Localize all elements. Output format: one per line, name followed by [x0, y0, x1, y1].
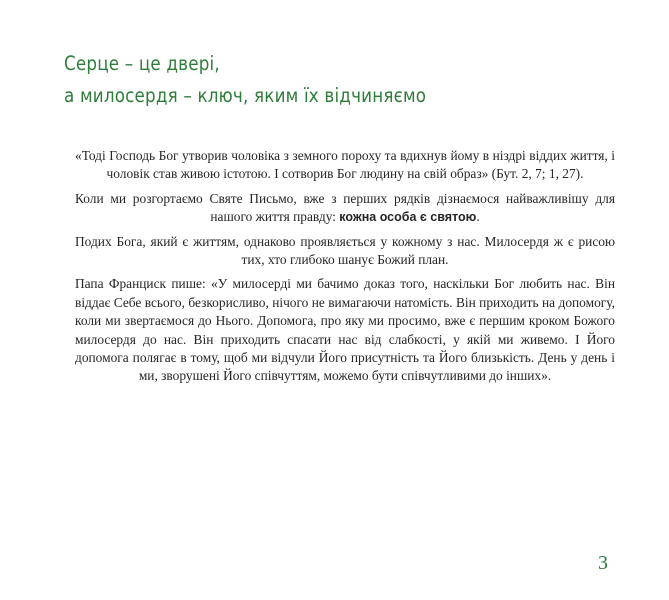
emphasized-phrase: кожна особа є святою — [339, 210, 477, 225]
paragraph-scripture-text: Коли ми розгортаємо Святе Письмо, вже з перших рядків дізнаємося найважливішу для нашого життя правду: — [75, 190, 615, 225]
page-number: 3 — [598, 552, 608, 574]
paragraph-pope-francis-quote: Папа Франциск пише: «У милосерді ми бачимо доказ того, наскільки Бог любить нас. Він віддає Себе всього, безкорисливо, нічого не вимагаючи натомість. Він приходить на допомогу, коли ми звертаємося до Нього. Допомога, про яку ми просимо, вже є першим кроком Божого милосердя до нас. Він приходить спасати нас від слабкості, у якій ми живемо. І Його допомога полягає в тому, щоб ми відчули Його присутність та Його близькість. День у день і ми, зворушені Його співчуттям, можемо бути співчутливими до інших». — [75, 276, 615, 384]
paragraph-breath-of-god: Подих Бога, який є життям, однаково проявляється у кожному з нас. Милосердя ж є рисою тих, хто глибоко шанує Божий план. — [75, 233, 615, 268]
body-text — [75, 147, 615, 392]
title-line-1: Серце – це двері, — [64, 52, 220, 75]
paragraph-quote-genesis: «Тоді Господь Бог утворив чоловіка з земного пороху та вдихнув йому в ніздрі віддих життя, і чоловік став живою істотою. І сотворив Бог людину на свій образ» (Бут. 2, 7; 1, 27). — [75, 148, 615, 182]
paragraph-scripture — [75, 190, 615, 227]
title-line-2: а милосердя – ключ, яким їх відчиняємо — [64, 84, 427, 107]
paragraph-scripture-end: . — [476, 209, 480, 225]
page-title — [64, 48, 426, 112]
